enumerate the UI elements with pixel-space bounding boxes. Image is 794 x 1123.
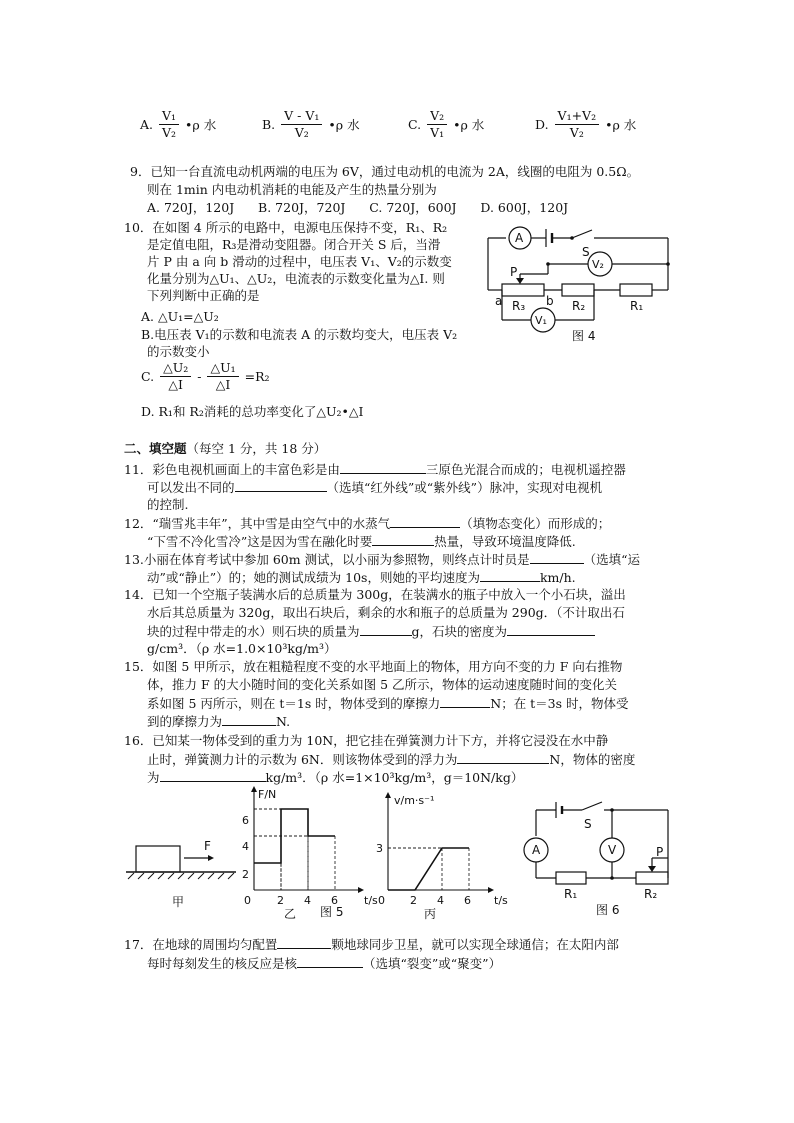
q11-line1: 11．彩色电视机画面上的丰富色彩是由 三原色光混合而成的；电视机遥控器 — [124, 462, 626, 477]
q11-line2: 可以发出不同的 （选填“红外线”或“紫外线”）脉冲，实现对电视机 — [147, 480, 603, 495]
fraction: $\frac{\text{V₁}}{\text{V₂}}$ — [159, 108, 179, 141]
axis-arrow-icon — [385, 792, 391, 798]
y-tick-label: 2 — [242, 868, 249, 881]
answer-blank[interactable] — [390, 515, 460, 528]
axis-v-label: v/m·s⁻¹ — [394, 794, 435, 807]
answer-blank[interactable] — [160, 769, 266, 782]
slider-arrow-icon — [648, 866, 656, 872]
panel-bing-label: 丙 — [424, 907, 437, 920]
x-tick-label: 0 — [378, 894, 385, 907]
x-tick-label: 6 — [464, 894, 471, 907]
terminal-a-label: a — [495, 294, 503, 308]
switch-s-label: S — [582, 245, 590, 259]
graph-yi — [242, 786, 378, 920]
q10-option-c: C. $\frac{\text{△U₂}}{\triangle I}$ - $\frac{\text{△U₁}}{\triangle I}$ =R₂ — [141, 360, 270, 392]
slider-p-label: P — [656, 845, 664, 859]
figure-5 — [124, 786, 524, 920]
q12-line2: “下雪不冷化雪冷”这是因为雪在融化时要 热量，导致环境温度降低. — [147, 534, 576, 549]
x-tick-label: 0 — [244, 894, 251, 907]
q16-line2: 止时，弹簧测力计的示数为 6N．则该物体受到的浮力为 N，物体的密度 — [147, 752, 636, 767]
y-tick-label: 4 — [242, 840, 249, 853]
answer-blank[interactable] — [235, 479, 327, 492]
panel-jia-label: 甲 — [172, 895, 185, 909]
switch-s-label: S — [584, 817, 592, 831]
resistor-r1-label: R₁ — [630, 299, 644, 313]
q16-line1: 16．已知某一物体受到的重力为 10N，把它挂在弹簧测力计下方，并将它浸没在水中静 — [124, 733, 609, 748]
q15-line1: 15．如图 5 甲所示，放在粗糙程度不变的水平地面上的物体，用方向不变的力 F 向右推物 — [124, 659, 623, 674]
axis-t-label: t/s — [494, 894, 508, 907]
force-f-label: F — [204, 839, 211, 853]
resistor-r1-label: R₁ — [564, 887, 578, 901]
q14-line4: g/cm³．（ρ 水=1.0×10³kg/m³） — [147, 641, 337, 656]
fraction: $\frac{\text{△U₂}}{\triangle I}$ — [160, 360, 191, 393]
answer-blank[interactable] — [372, 533, 434, 546]
q10-line4: 化量分别为△U₁、△U₂，电流表的示数变化量为△I. 则 — [147, 271, 445, 286]
q10-line1: 10．在如图 4 所示的电路中，电源电压保持不变，R₁、R₂ — [124, 220, 448, 235]
graph-bing — [376, 792, 508, 920]
q9-options: A. 720J，120J B. 720J，720J C. 720J，600J D. 600J，120J — [147, 200, 569, 215]
q11-line3: 的控制. — [147, 497, 189, 512]
answer-blank[interactable] — [222, 713, 276, 726]
q12-line1: 12．“瑞雪兆丰年”，其中雪是由空气中的水蒸气 （填物态变化）而形成的； — [124, 516, 611, 531]
q8-option-c: C. $\frac{\text{V₂}}{\text{V₁}}$ •ρ 水 — [408, 108, 485, 140]
q9-line2: 则在 1min 内电动机消耗的电能及产生的热量分别为 — [147, 182, 437, 197]
axis-arrow-icon — [488, 887, 494, 893]
resistor-r3-label: R₃ — [512, 299, 526, 313]
fraction: $\frac{\text{V₂}}{\text{V₁}}$ — [427, 108, 447, 141]
q10-option-d: D. R₁和 R₂消耗的总功率变化了△U₂•△I — [141, 404, 364, 419]
answer-blank[interactable] — [440, 695, 490, 708]
q15-line2: 体，推力 F 的大小随时间的变化关系如图 5 乙所示，物体的运动速度随时间的变化关 — [147, 677, 618, 692]
q14-line2: 水后其总质量为 320g，取出石块后，剩余的水和瓶子的总质量为 290g．（不计取出石 — [147, 605, 625, 620]
q16-line3: 为 kg/m³．（ρ 水=1×10³kg/m³，g＝10N/kg） — [147, 770, 524, 785]
panel-yi-label: 乙 — [284, 907, 297, 920]
voltmeter-v2-label: V₂ — [592, 258, 604, 271]
x-tick-label: 4 — [437, 894, 444, 907]
q10-option-b-line2: 的示数变小 — [147, 344, 210, 359]
answer-blank[interactable] — [480, 569, 540, 582]
figure-5-caption: 图 5 — [320, 905, 344, 919]
q10-option-a: A. △U₁=△U₂ — [141, 309, 219, 324]
answer-blank[interactable] — [457, 751, 549, 764]
figure-4-circuit — [484, 222, 684, 350]
x-tick-label: 6 — [331, 894, 338, 907]
resistor-r2-label: R₂ — [572, 299, 586, 313]
figure-6-circuit — [522, 796, 682, 918]
q10-line2: 是定值电阻，R₃是滑动变阻器。闭合开关 S 后，当滑 — [147, 237, 441, 252]
ammeter-a-label: A — [515, 231, 524, 245]
fraction: $\frac{\text{V - V₁}}{\text{V₂}}$ — [281, 108, 322, 141]
answer-blank[interactable] — [340, 461, 426, 474]
q15-line4: 到的摩擦力为 N. — [147, 714, 291, 729]
q17-line2: 每时每刻发生的核反应是核 （选填“裂变”或“聚变”） — [147, 956, 502, 971]
x-tick-label: 2 — [410, 894, 417, 907]
figure-6-caption: 图 6 — [596, 903, 620, 917]
x-tick-label: 4 — [304, 894, 311, 907]
axis-arrow-icon — [251, 786, 257, 792]
q17-line1: 17．在地球的周围均匀配置 颗地球同步卫星，就可以实现全球通信；在太阳内部 — [124, 937, 619, 952]
slider-p-label: P — [510, 265, 518, 279]
voltmeter-v-label: V — [608, 843, 617, 857]
ammeter-a-label: A — [532, 843, 541, 857]
answer-blank[interactable] — [360, 623, 412, 636]
q14-line3: 块的过程中带走的水）则石块的质量为 g，石块的密度为 — [147, 623, 595, 640]
axis-arrow-icon — [358, 887, 364, 893]
terminal-b-label: b — [546, 294, 554, 308]
x-tick-label: 2 — [277, 894, 284, 907]
answer-blank[interactable] — [530, 551, 584, 564]
voltmeter-v1-label: V₁ — [535, 314, 547, 327]
q10-line3: 片 P 由 a 向 b 滑动的过程中，电压表 V₁、V₂的示数变 — [147, 254, 452, 269]
q15-line3: 系如图 5 丙所示，则在 t＝1s 时，物体受到的摩擦力 N；在 t＝3s 时，物体受 — [147, 696, 629, 711]
q10-line5: 下列判断中正确的是 — [147, 288, 260, 303]
q10-option-b-line1: B.电压表 V₁的示数和电流表 A 的示数均变大，电压表 V₂ — [141, 327, 458, 342]
resistor-r2-label: R₂ — [644, 887, 658, 901]
answer-blank[interactable] — [297, 955, 363, 968]
fraction: $\frac{\text{△U₁}}{\triangle I}$ — [207, 360, 238, 393]
axis-f-label: F/N — [258, 788, 277, 801]
force-arrow-icon — [208, 855, 214, 861]
q14-line1: 14．已知一个空瓶子装满水后的总质量为 300g，在装满水的瓶子中放入一个小石块，溢出 — [124, 587, 626, 602]
fraction: $\frac{\text{V₁+V₂}}{\text{V₂}}$ — [555, 108, 600, 141]
q8-option-a: A. $\frac{\text{V₁}}{\text{V₂}}$ •ρ 水 — [140, 108, 217, 140]
y-tick-label: 6 — [242, 814, 249, 827]
velocity-time-series — [388, 848, 469, 890]
axis-t-label: t/s — [364, 894, 378, 907]
q8-option-d: D. $\frac{\text{V₁+V₂}}{\text{V₂}}$ •ρ 水 — [535, 108, 637, 140]
q13-line2: 动”或“静止”）的；她的测试成绩为 10s，则她的平均速度为 km/h. — [147, 570, 576, 585]
q8-option-b: B. $\frac{\text{V - V₁}}{\text{V₂}}$ •ρ 水 — [262, 108, 360, 140]
y-tick-label: 3 — [376, 842, 383, 855]
figure-4-caption: 图 4 — [572, 329, 596, 343]
q9-line1: 9．已知一台直流电动机两端的电压为 6V，通过电动机的电流为 2A，线圈的电阻为 0.5Ω。 — [130, 164, 640, 179]
answer-blank[interactable] — [507, 623, 595, 636]
answer-blank[interactable] — [277, 936, 331, 949]
q13-line1: 13.小丽在体育考试中参加 60m 测试，以小丽为参照物，则终点计时员是 （选填“运 — [124, 552, 640, 567]
section-2-heading: 二、填空题（每空 1 分，共 18 分） — [124, 441, 327, 456]
